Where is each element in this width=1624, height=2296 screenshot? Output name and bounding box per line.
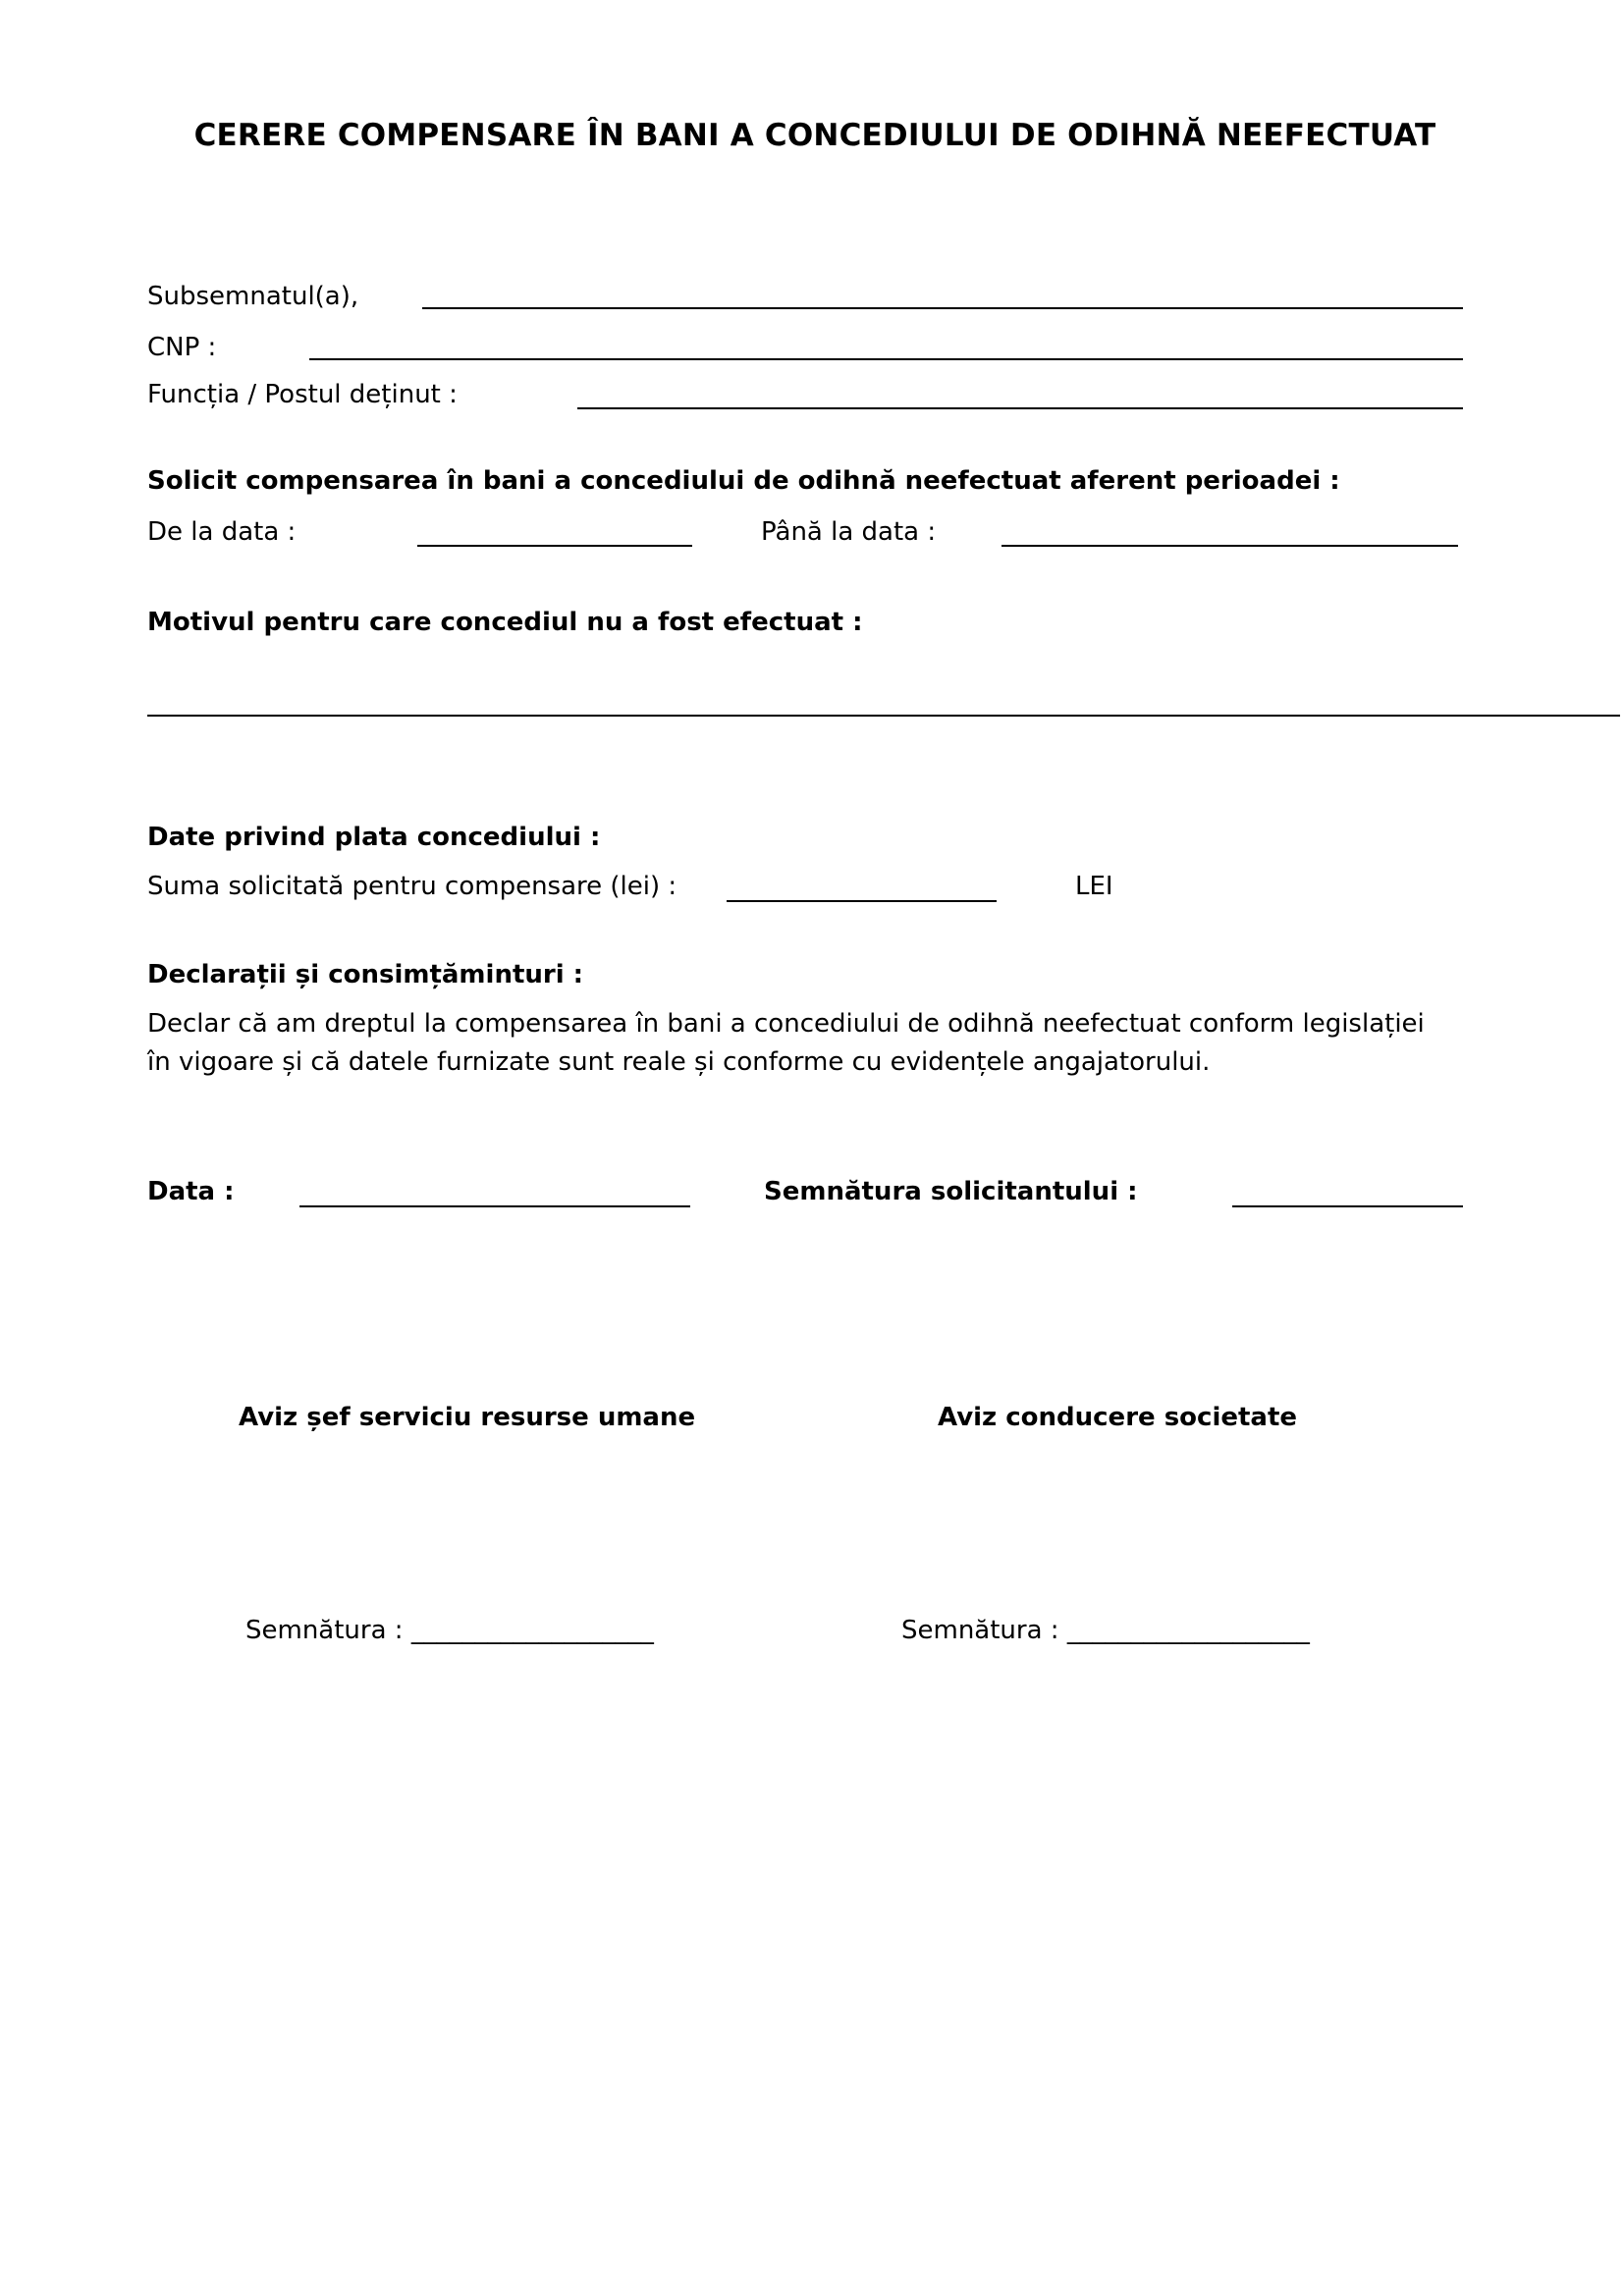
amount-label: Suma solicitată pentru compensare (lei) : xyxy=(147,872,677,901)
approval-right-title-text: Aviz conducere societate xyxy=(938,1403,1298,1432)
field-date xyxy=(147,1175,235,1209)
to-date-label: Până la data : xyxy=(761,517,937,547)
declarations-text: Declar că am dreptul la compensarea în bani a concediului de odihnă neefectuat conform legislației în vigoare și că datele furnizate sunt reale și conforme cu evidențele angajatorului. xyxy=(147,1009,1425,1077)
field-from-date xyxy=(147,515,296,550)
approval-left-signature[interactable] xyxy=(245,1616,654,1645)
date-label: Data : xyxy=(147,1177,235,1206)
to-date-input-rule[interactable] xyxy=(1001,545,1458,547)
from-date-input-rule[interactable] xyxy=(417,545,692,547)
page-title: CERERE COMPENSARE ÎN BANI A CONCEDIULUI DE ODIHNĂ NEEFECTUAT xyxy=(193,118,1436,153)
functia-input-rule[interactable] xyxy=(577,407,1463,409)
payment-heading xyxy=(147,821,600,855)
reason-heading-text: Motivul pentru care concediul nu a fost efectuat : xyxy=(147,608,863,637)
reason-input-rule[interactable] xyxy=(147,715,1620,717)
field-functia xyxy=(147,378,458,412)
approval-left-title xyxy=(239,1401,695,1435)
approval-right-title xyxy=(938,1401,1297,1435)
approval-right-signature[interactable] xyxy=(901,1616,1310,1645)
cnp-label: CNP : xyxy=(147,333,217,362)
field-cnp xyxy=(147,331,216,365)
cnp-input-rule[interactable] xyxy=(309,358,1463,360)
payment-heading-text: Date privind plata concediului : xyxy=(147,823,601,852)
field-subsemnatul xyxy=(147,280,358,314)
approval-left-signature-label: Semnătura : ___________________ xyxy=(245,1616,654,1645)
applicant-signature-label: Semnătura solicitantului : xyxy=(764,1177,1138,1206)
amount-currency xyxy=(1075,870,1113,904)
from-date-label: De la data : xyxy=(147,517,297,547)
amount-input-rule[interactable] xyxy=(727,900,997,902)
applicant-signature-input-rule[interactable] xyxy=(1232,1205,1463,1207)
field-applicant-signature xyxy=(764,1175,1138,1209)
approval-left-title-text: Aviz șef serviciu resurse umane xyxy=(239,1403,696,1432)
functia-label: Funcția / Postul deținut : xyxy=(147,380,458,409)
field-to-date xyxy=(761,515,936,550)
approval-right-signature-label: Semnătura : ___________________ xyxy=(901,1616,1310,1645)
declarations-heading xyxy=(147,958,583,992)
currency-label: LEI xyxy=(1075,872,1113,901)
period-heading xyxy=(147,464,1340,499)
subsemnatul-input-rule[interactable] xyxy=(422,307,1463,309)
subsemnatul-label: Subsemnatul(a), xyxy=(147,282,359,311)
reason-heading xyxy=(147,606,863,640)
declarations-heading-text: Declarații și consimțăminturi : xyxy=(147,960,584,989)
date-input-rule[interactable] xyxy=(299,1205,690,1207)
period-heading-text: Solicit compensarea în bani a concediului de odihnă neefectuat aferent perioadei : xyxy=(147,466,1340,496)
field-amount xyxy=(147,870,677,904)
